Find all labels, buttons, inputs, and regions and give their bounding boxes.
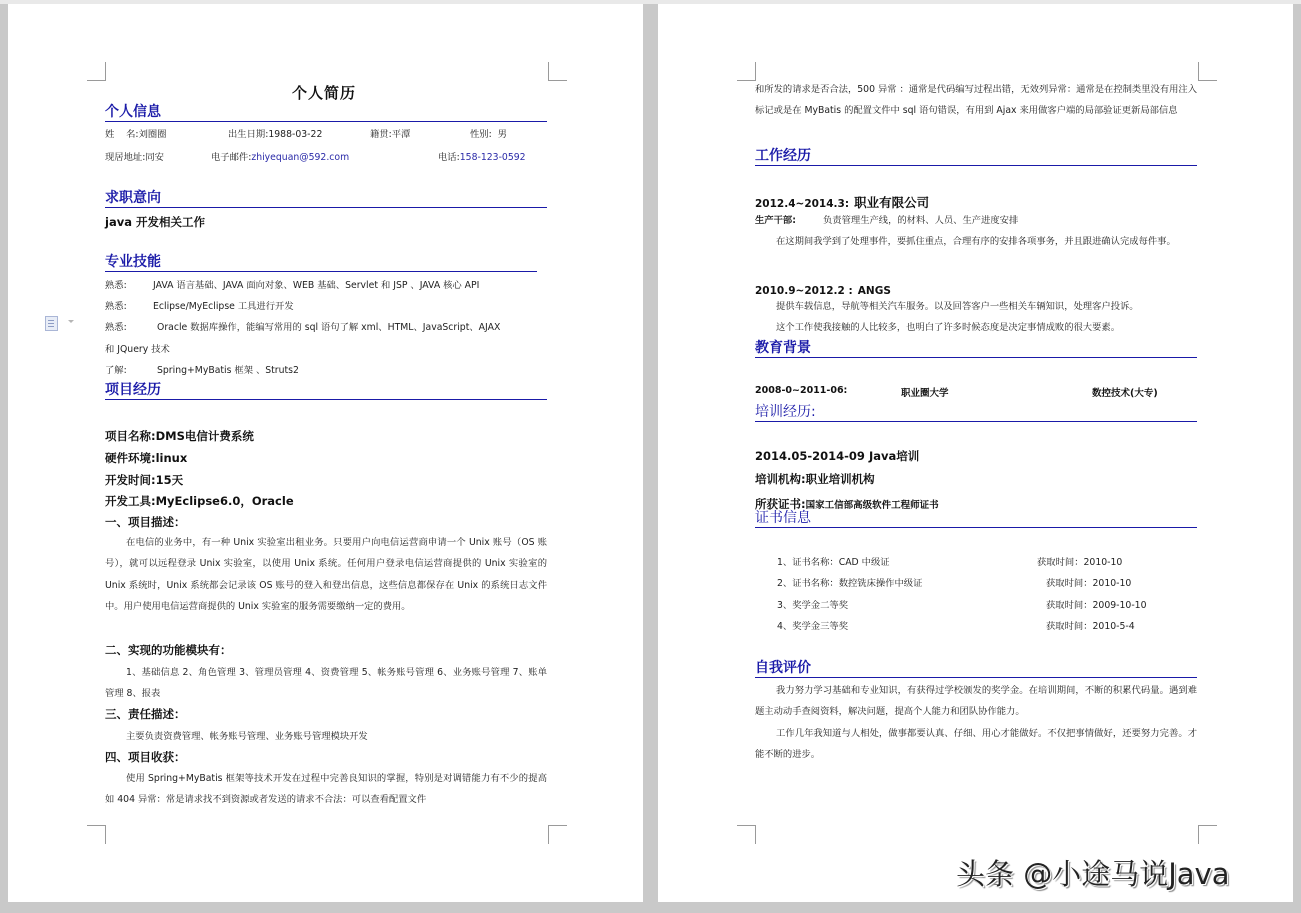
- name-field: [105, 129, 166, 141]
- project-duty-heading: 三、责任描述：: [105, 707, 186, 721]
- project-name-value: DMS电信计费系统: [155, 429, 254, 443]
- skill-text: Spring+MyBatis 框架 、Struts2: [157, 365, 299, 376]
- project-name-label: 项目名称:: [105, 429, 156, 443]
- section-heading-certificates: 证书信息: [755, 510, 1197, 528]
- training-title: 2014.05-2014-09 Java培训: [755, 449, 920, 463]
- job-header: [755, 192, 929, 211]
- job-role: [755, 215, 1018, 227]
- skill-item: [105, 344, 170, 356]
- tools-value: MyEclipse6.0，Oracle: [155, 494, 294, 508]
- project-hardware: [105, 450, 187, 466]
- section-heading-work: 工作经历: [755, 148, 1197, 166]
- section-heading-objective: 求职意向: [105, 190, 547, 208]
- origin-field: [370, 129, 410, 141]
- margin-corner-mark: [87, 825, 106, 844]
- duration-label: 开发时间:: [105, 473, 156, 487]
- job-period: 2010.9~2012.2 :: [755, 285, 853, 297]
- phone-label: 电话:: [438, 152, 460, 163]
- certificate-name: 2、证书名称：数控铣床操作中级证: [777, 578, 923, 589]
- skill-level: 熟悉:: [105, 322, 127, 333]
- margin-corner-mark: [737, 825, 756, 844]
- tools-label: 开发工具:: [105, 494, 156, 508]
- skill-item: [105, 280, 479, 292]
- project-desc-heading: 一、项目描述：: [105, 515, 186, 529]
- project-gain-heading: 四、项目收获：: [105, 750, 186, 764]
- project-modules: 1、基础信息 2、角色管理 3、管理员管理 4、资费管理 5、帐务账号管理 6、业务账号管理 7、账单管理 8、报表: [105, 667, 547, 700]
- chevron-down-icon[interactable]: [68, 320, 74, 323]
- objective-text: java 开发相关工作: [105, 215, 205, 229]
- skill-item: [105, 365, 299, 377]
- self-evaluation-p1: 我力努力学习基础和专业知识，有获得过学校颁发的奖学金。在培训期间，不断的积累代码量。遇到难题主动动手查阅资料，解决问题，提高个人能力和团队协作能力。: [755, 685, 1197, 718]
- project-description: 在电信的业务中，有一种 Unix 实验室出租业务。只要用户向电信运营商申请一个 Unix 账号（OS 账号），就可以远程登录 Unix 实验室，以使用 Unix 系统。任何用户登录电信运营商提供的 Unix 实验室的 Unix 系统时，Unix 系统都会记录该 OS 账号的登入和登出信息，这些信息都保存在 Unix 的系统日志文件中。用户使用电信运营商提供的 Unix 实验室的服务需要缴纳一定的费用。: [105, 537, 547, 612]
- document-page-2: [658, 4, 1293, 902]
- self-evaluation-p2: 工作几年我知道与人相处，做事都要认真、仔细、用心才能做好。不仅把事情做好，还要努力完善。才能不断的进步。: [755, 728, 1197, 761]
- skill-text: Eclipse/MyEclipse 工具进行开发: [153, 301, 294, 312]
- duration-value: 15天: [155, 473, 184, 487]
- origin-value: 平潭: [391, 129, 411, 140]
- project-name: [105, 428, 254, 444]
- email-label: 电子邮件:: [211, 152, 252, 163]
- name-label: 姓 名:: [105, 129, 139, 140]
- section-heading-self-evaluation: 自我评价: [755, 660, 1197, 678]
- skill-text: JAVA 语言基础、JAVA 面向对象、WEB 基础、Servlet 和 JSP 、JAVA 核心 API: [153, 280, 480, 291]
- margin-corner-mark: [1198, 825, 1217, 844]
- project-gain-part1: 使用 Spring+MyBatis 框架等技术开发在过程中完善良知识的掌握，特别是对调错能力有不少的提高如 404 异常：常是请求找不到资源或者发送的请求不合法：可以查看配置文件: [105, 773, 547, 806]
- job-detail: 在这期间我学到了处理事件，要抓住重点，合理有序的安排各项事务，并且跟进确认完成每件事。: [776, 236, 1176, 247]
- project-duration: [105, 472, 183, 488]
- origin-label: 籍贯:: [370, 129, 392, 140]
- watermark: 头条 @小途马说Java: [956, 857, 1230, 891]
- skill-level: 熟悉:: [105, 280, 127, 291]
- training-cert-value: 国家工信部高级软件工程师证书: [805, 500, 939, 511]
- margin-corner-mark: [737, 62, 756, 81]
- project-modules-heading: 二、实现的功能模块有：: [105, 643, 232, 657]
- gender-label: 性别:: [470, 129, 492, 140]
- skill-level: 熟悉:: [105, 301, 127, 312]
- training-org-value: 职业培训机构: [805, 472, 875, 486]
- project-duty: 主要负责资费管理、帐务账号管理、业务账号管理模块开发: [126, 731, 368, 742]
- training-cert-label: 所获证书:: [755, 497, 806, 511]
- job-company: ANGS: [857, 285, 891, 297]
- skill-item: [105, 322, 500, 334]
- section-heading-projects: 项目经历: [105, 382, 547, 400]
- margin-corner-mark: [87, 62, 106, 81]
- birth-value: 1988-03-22: [268, 129, 323, 140]
- certificate-date: 获取时间：2010-10: [1037, 557, 1123, 568]
- phone-value: 158-123-0592: [459, 152, 526, 163]
- certificate-date: 获取时间：2010-10: [1046, 578, 1132, 589]
- certificate-name: 3、奖学金二等奖: [777, 600, 848, 611]
- section-heading-personal-info: 个人信息: [105, 104, 547, 122]
- certificate-date: 获取时间：2010-5-4: [1046, 621, 1135, 632]
- margin-corner-mark: [548, 825, 567, 844]
- job-company: 职业有限公司: [854, 195, 930, 210]
- job-detail: 这个工作使我接触的人比较多，也明白了许多时候态度是决定事情成败的很大要素。: [776, 322, 1120, 333]
- certificate-name: 4、奖学金三等奖: [777, 621, 848, 632]
- margin-corner-mark: [548, 62, 567, 81]
- address-label: 现居地址:: [105, 152, 146, 163]
- email-link[interactable]: zhiyequan@592.com: [251, 152, 350, 163]
- job-detail: 提供车载信息，导航等相关汽车服务。以及回答客户一些相关车辆知识，处理客户投诉。: [776, 301, 1139, 312]
- section-heading-training: 培训经历:: [755, 404, 1197, 422]
- address-field: [105, 152, 164, 164]
- resume-title: 个人简历: [292, 84, 357, 102]
- job-role-label: 生产干部:: [755, 215, 796, 226]
- email-field: [211, 152, 349, 164]
- hardware-value: linux: [155, 451, 188, 465]
- gender-field: [470, 129, 507, 141]
- section-heading-skills: 专业技能: [105, 254, 537, 272]
- education-period: 2008-0~2011-06:: [755, 385, 848, 396]
- margin-corner-mark: [1198, 62, 1217, 81]
- skill-item: [105, 301, 294, 313]
- job-period: 2012.4~2014.3:: [755, 198, 850, 210]
- hardware-label: 硬件环境:: [105, 451, 156, 465]
- birth-field: [228, 129, 322, 141]
- section-heading-education: 教育背景: [755, 340, 1197, 358]
- document-page-1: [8, 4, 643, 902]
- document-outline-icon[interactable]: [45, 316, 58, 331]
- birth-label: 出生日期:: [228, 129, 269, 140]
- job-role-desc: 负责管理生产线，的材料、人员、生产进度安排: [823, 215, 1019, 226]
- address-value: 同安: [145, 152, 164, 163]
- skill-text: 和 JQuery 技术: [105, 344, 170, 355]
- education-school: 职业圈大学: [901, 388, 949, 399]
- training-org: [755, 471, 875, 487]
- certificate-name: 1、证书名称：CAD 中级证: [777, 557, 890, 568]
- training-org-label: 培训机构:: [755, 472, 806, 486]
- project-gain-part2: 和所发的请求是否合法，500 异常 ：通常是代码编写过程出错，无效列异常：通常是在控制类里没有用注入标记或是在 MyBatis 的配置文件中 sql 语句错误，有用到 Ajax 来用做客户端的局部验证更新局部信息: [755, 84, 1198, 117]
- education-major: 数控技术(大专): [1092, 388, 1158, 399]
- skill-level: 了解:: [105, 365, 127, 376]
- phone-field: [438, 152, 526, 164]
- name-value: 刘圈圈: [138, 129, 167, 140]
- skill-text: Oracle 数据库操作，能编写常用的 sql 语句了解 xml、HTML、JavaScript、AJAX: [157, 322, 501, 333]
- project-tools: [105, 493, 294, 509]
- certificate-date: 获取时间：2009-10-10: [1046, 600, 1147, 611]
- gender-value: 男: [497, 129, 507, 140]
